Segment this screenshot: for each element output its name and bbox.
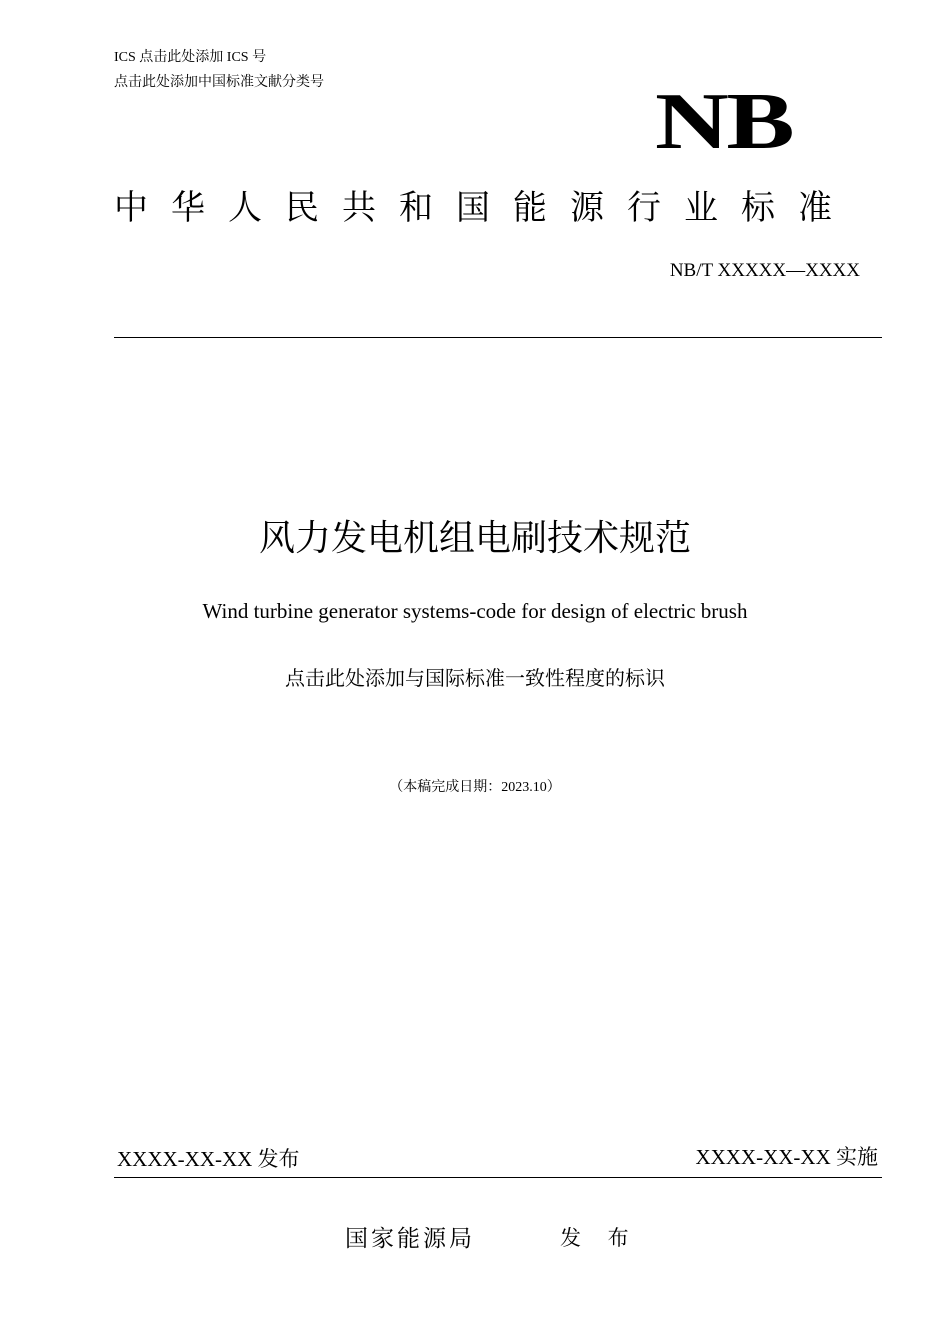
issue-label: 发 布 xyxy=(560,1226,639,1250)
ics-number-field[interactable]: ICS 点击此处添加 ICS 号 xyxy=(114,50,267,65)
industry-standard-title: 中华人民共和国能源行业标准 xyxy=(114,188,855,228)
publish-date: XXXX-XX-XX 发布 xyxy=(117,1147,300,1171)
header-divider xyxy=(114,337,882,338)
footer-divider xyxy=(114,1177,882,1178)
ccs-classification-field[interactable]: 点击此处添加中国标准文献分类号 xyxy=(114,75,324,90)
issuing-authority: 国家能源局 xyxy=(345,1226,475,1252)
standard-number: NB/T XXXXX—XXXX xyxy=(669,260,860,281)
draft-date: （本稿完成日期：2023.10） xyxy=(389,780,561,795)
nb-logo: NB xyxy=(655,78,793,166)
document-title-english: Wind turbine generator systems-code for design of electric brush xyxy=(202,599,748,623)
consistency-note-field[interactable]: 点击此处添加与国际标准一致性程度的标识 xyxy=(285,666,665,690)
document-title-chinese: 风力发电机组电刷技术规范 xyxy=(258,518,691,559)
implement-date: XXXX-XX-XX 实施 xyxy=(695,1145,878,1169)
